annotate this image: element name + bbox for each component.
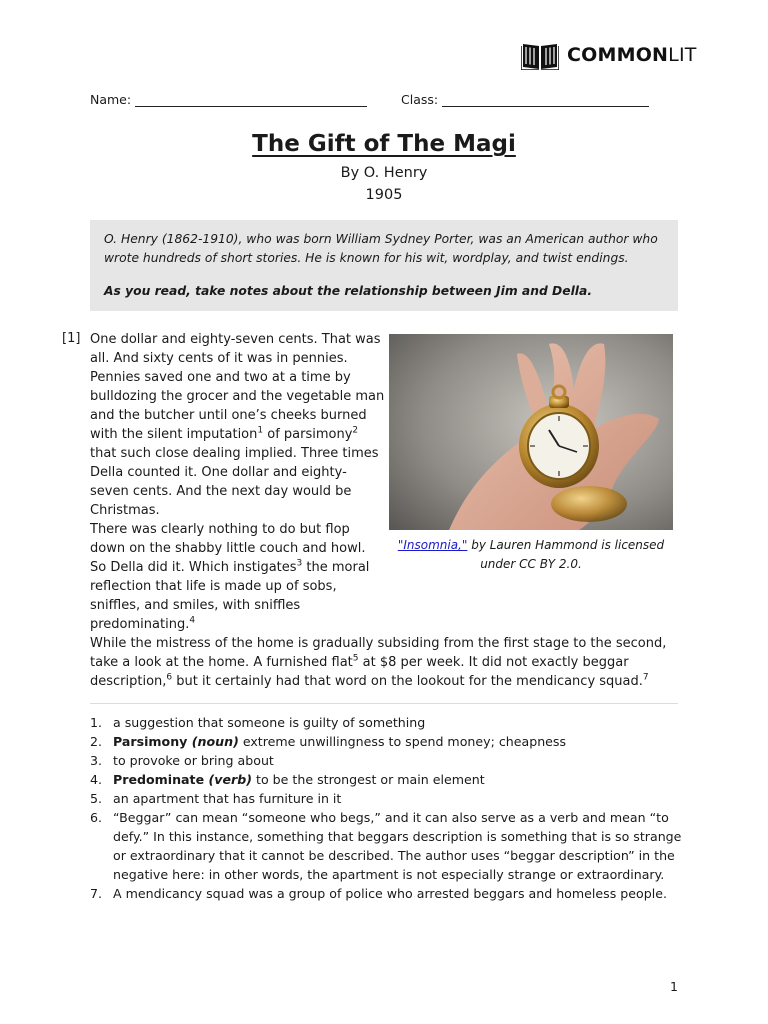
story-title: The Gift of The Magi	[252, 131, 516, 157]
footnote-number: 2.	[90, 734, 103, 749]
footnote-term: Parsimony	[113, 734, 188, 749]
footnote-ref-7[interactable]: 7	[642, 672, 649, 683]
footnote-definition: an apartment that has furniture in it	[113, 791, 342, 806]
footnote-item	[90, 713, 690, 732]
pocket-watch-illustration	[389, 334, 673, 530]
logo-brand-bold: COMMON	[567, 44, 669, 66]
p2-text-b: the moral reflection that life is made up of sobs, sniffles, and smiles, with sniffles predominating.	[90, 560, 370, 632]
footnote-number: 3.	[90, 753, 103, 768]
footnote-ref-2[interactable]: 2	[352, 425, 359, 436]
p2-text-a: There was clearly nothing to do but flop down on the shabby little couch and howl. So Della did it. Which instigates	[90, 522, 366, 575]
footnote-ref-3[interactable]: 3	[296, 558, 303, 569]
page-number: 1	[670, 979, 678, 994]
paragraph-number: [1]	[62, 331, 81, 346]
p1-text-c: that such close dealing implied. Three times Della counted it. One dollar and eighty-seven cents. And the next day would be Christmas.	[90, 446, 379, 518]
class-field[interactable]	[401, 92, 649, 107]
footnote-ref-5[interactable]: 5	[352, 653, 359, 664]
paragraph-1	[90, 330, 385, 520]
footnote-ref-4[interactable]: 4	[189, 615, 196, 626]
footnote-pos: (verb)	[204, 772, 252, 787]
story-year: 1905	[365, 187, 403, 203]
footnote-number: 4.	[90, 772, 103, 787]
footnote-definition: A mendicancy squad was a group of police who arrested beggars and homeless people.	[113, 886, 667, 901]
footnote-text	[113, 789, 690, 808]
name-input-line[interactable]	[135, 92, 367, 107]
image-caption	[389, 536, 673, 573]
open-book-icon	[521, 40, 559, 70]
footnote-ref-1[interactable]: 1	[257, 425, 264, 436]
image-caption-text: by Lauren Hammond is licensed under CC BY 2.0.	[467, 538, 665, 571]
footnote-definition: a suggestion that someone is guilty of something	[113, 715, 426, 730]
intro-box	[90, 220, 678, 311]
footnote-item	[90, 732, 690, 751]
logo-wordmark	[567, 44, 697, 66]
image-caption-link[interactable]: "Insomnia,"	[397, 538, 468, 552]
commonlit-logo	[521, 40, 697, 70]
footnote-text	[113, 732, 690, 751]
footnote-ref-6[interactable]: 6	[166, 672, 173, 683]
p3-text-b: at $8 per week. It did not exactly beggar description,	[90, 655, 629, 689]
author-bio: O. Henry (1862-1910), who was born William Sydney Porter, was an American author who wrote hundreds of short stories. He is known for his wit, wordplay, and twist endings.	[104, 232, 658, 265]
footnote-item	[90, 770, 690, 789]
footnote-text	[113, 751, 690, 770]
footnote-definition: extreme unwillingness to spend money; cheapness	[238, 734, 567, 749]
p3-text-a: While the mistress of the home is gradually subsiding from the first stage to the second, take a look at the home. A furnished flat	[90, 636, 667, 670]
footnote-number: 1.	[90, 715, 103, 730]
p1-text-a: One dollar and eighty-seven cents. That was all. And sixty cents of it was in pennies. Pennies saved one and two at a time by bulldozing the grocer and the vegetable man and the butcher until one’s cheeks burned with the silent imputation	[90, 332, 385, 442]
footnotes-list	[90, 713, 690, 903]
name-label: Name:	[90, 92, 132, 107]
name-field[interactable]	[90, 92, 367, 107]
footnote-term: Predominate	[113, 772, 205, 787]
footnote-item	[90, 751, 690, 770]
footnote-text	[113, 713, 690, 732]
footnote-item	[90, 808, 690, 884]
reading-prompt: As you read, take notes about the relationship between Jim and Della.	[104, 284, 592, 298]
footnote-definition: to be the strongest or main element	[252, 772, 485, 787]
paragraph-2	[90, 520, 385, 634]
footnote-item	[90, 789, 690, 808]
footnote-text	[113, 884, 690, 903]
story-author: By O. Henry	[340, 165, 428, 181]
p3-text-c: but it certainly had that word on the lookout for the mendicancy squad.	[172, 674, 643, 689]
footnote-pos: (noun)	[187, 734, 239, 749]
class-label: Class:	[401, 92, 439, 107]
footnote-number: 7.	[90, 886, 103, 901]
pocket-watch-photo	[389, 334, 673, 530]
footnote-definition: “Beggar” can mean “someone who begs,” and it can also serve as a verb and mean “to defy.” In this instance, something that beggars description is something that is so strange or extraordinary that it cannot be described. The author uses “beggar description” in the negative here: in other words, the apartment is not especially strange or extraordinary.	[113, 810, 682, 882]
footnote-number: 6.	[90, 810, 103, 825]
logo-brand-light: LIT	[668, 44, 697, 66]
paragraph-3	[90, 634, 678, 691]
footnote-divider	[90, 703, 678, 704]
footnote-text	[113, 770, 690, 789]
p1-text-b: of parsimony	[263, 427, 353, 442]
footnote-text	[113, 808, 690, 884]
footnote-item	[90, 884, 690, 903]
footnote-definition: to provoke or bring about	[113, 753, 274, 768]
class-input-line[interactable]	[442, 92, 649, 107]
footnote-number: 5.	[90, 791, 103, 806]
